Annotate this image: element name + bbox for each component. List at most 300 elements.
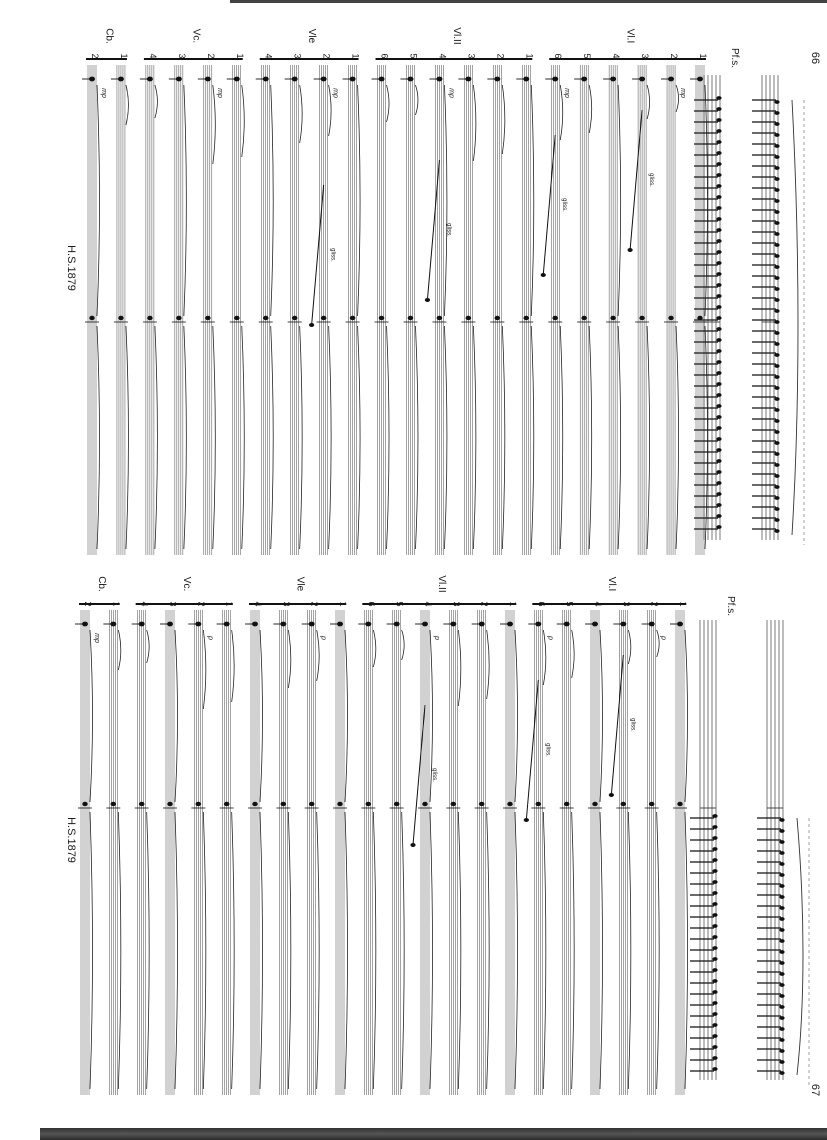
note-head: [779, 1060, 784, 1064]
note-head: [774, 463, 779, 467]
note-head: [774, 474, 779, 478]
note-head: [176, 316, 182, 320]
note-head: [779, 851, 784, 855]
tie: [458, 812, 461, 1089]
string-staff: [188, 610, 206, 1095]
gliss-mark: gliss.: [431, 768, 437, 782]
tie: [685, 630, 688, 802]
string-staff: [103, 610, 121, 1095]
dynamic-mark: mp: [215, 88, 223, 98]
tie: [676, 326, 679, 549]
note-head: [716, 415, 721, 419]
note-head: [697, 316, 703, 320]
note-head: [451, 802, 457, 806]
note-head: [649, 802, 655, 806]
note-head: [774, 287, 779, 291]
tie: [118, 812, 121, 1089]
note-head: [774, 342, 779, 346]
staff-number: 5: [408, 53, 419, 59]
staff-number: 3: [292, 53, 303, 59]
note-head: [774, 320, 779, 324]
dynamic-mark: mp: [563, 88, 571, 98]
tie: [515, 630, 518, 802]
tie: [430, 812, 433, 1089]
tie: [97, 85, 100, 316]
note-head: [263, 316, 269, 320]
note-head: [712, 1034, 717, 1038]
string-staff: [358, 610, 376, 1095]
tie: [415, 326, 418, 549]
staff-number: 1: [338, 601, 348, 607]
note-head: [716, 129, 721, 133]
note-head: [774, 375, 779, 379]
staff-number: 2: [309, 601, 320, 607]
note-head: [627, 248, 632, 252]
note-head: [466, 316, 472, 320]
string-staff: [585, 610, 603, 1095]
string-staff: [415, 610, 433, 1095]
string-staff: [273, 610, 291, 1095]
note-head: [234, 316, 240, 320]
string-staff: [545, 65, 563, 555]
note-head: [716, 393, 721, 397]
note-head: [774, 177, 779, 181]
tie: [242, 326, 245, 549]
note-head: [337, 802, 343, 806]
staff-number: 4: [423, 601, 433, 607]
gliss-mark: gliss.: [544, 743, 551, 757]
tie: [155, 326, 158, 549]
string-staff: [372, 65, 390, 555]
note-head: [716, 305, 721, 309]
note-head: [779, 950, 784, 954]
tie: [657, 812, 660, 1089]
group-label: Vl.I: [624, 28, 636, 44]
tie: [329, 85, 332, 136]
note-head: [716, 316, 721, 320]
note-head: [774, 111, 779, 115]
tie: [155, 85, 158, 118]
note-head: [716, 206, 721, 210]
tie: [705, 326, 708, 549]
staff-number: 3: [281, 601, 292, 607]
gliss-mark: gliss.: [561, 198, 568, 212]
note-head: [712, 924, 717, 928]
tie: [402, 630, 405, 660]
note-head: [716, 118, 721, 122]
note-head: [716, 217, 721, 221]
note-head: [716, 250, 721, 254]
note-head: [309, 323, 314, 327]
tie: [543, 630, 546, 685]
note-head: [716, 173, 721, 177]
string-staff: [111, 65, 129, 555]
note-head: [309, 802, 315, 806]
tie: [90, 812, 93, 1089]
catalog-number: H.S.1879: [65, 817, 77, 863]
note-head: [774, 364, 779, 368]
string-staff: [245, 610, 263, 1095]
note-head: [774, 265, 779, 269]
tie: [358, 326, 361, 549]
note-head: [779, 1049, 784, 1053]
note-head: [779, 895, 784, 899]
dynamic-mark: p: [546, 636, 554, 640]
note-head: [379, 316, 385, 320]
tie: [600, 812, 603, 1089]
note-head: [712, 902, 717, 906]
note-head: [779, 961, 784, 965]
note-head: [774, 353, 779, 357]
note-head: [779, 917, 784, 921]
note-head: [774, 155, 779, 159]
note-head: [712, 1045, 717, 1049]
tie: [487, 630, 490, 699]
dynamic-mark: p: [433, 636, 440, 640]
note-head: [712, 825, 717, 829]
slur: [792, 100, 798, 535]
note-head: [410, 843, 415, 847]
staff-number: 1: [698, 53, 708, 59]
staff-number: 4: [593, 601, 603, 607]
staff-number: 5: [564, 601, 575, 607]
string-staff: [613, 610, 631, 1095]
note-head: [712, 836, 717, 840]
string-staff: [217, 610, 235, 1095]
note-head: [536, 802, 542, 806]
string-staff: [343, 65, 361, 555]
staff-number: 4: [147, 53, 158, 59]
string-staff: [387, 610, 405, 1095]
note-head: [774, 386, 779, 390]
note-head: [716, 448, 721, 452]
dynamic-mark: mp: [679, 88, 687, 98]
staff-number: 5: [394, 601, 405, 607]
note-head: [716, 382, 721, 386]
note-head: [716, 481, 721, 485]
tie: [373, 812, 376, 1089]
note-head: [779, 994, 784, 998]
scan-bottom-edge: [40, 1128, 827, 1140]
string-staff: [670, 610, 688, 1095]
note-head: [712, 880, 717, 884]
tie: [444, 85, 447, 316]
note-head: [716, 404, 721, 408]
staff-number: 1: [678, 601, 688, 607]
note-head: [716, 272, 721, 276]
note-head: [774, 254, 779, 258]
note-head: [716, 239, 721, 243]
note-head: [712, 1056, 717, 1060]
staff-number: 4: [139, 601, 150, 607]
staff-number: 4: [263, 53, 274, 59]
note-head: [408, 316, 414, 320]
note-head: [716, 261, 721, 265]
note-head: [196, 802, 202, 806]
dynamic-mark: p: [319, 636, 327, 640]
note-head: [712, 847, 717, 851]
gliss-mark: gliss.: [648, 173, 655, 187]
note-head: [524, 818, 529, 822]
note-head: [716, 371, 721, 375]
note-head: [564, 802, 570, 806]
note-head: [712, 1001, 717, 1005]
staff-number: 3: [168, 601, 178, 607]
tie: [317, 812, 320, 1089]
note-head: [774, 188, 779, 192]
string-staff: [500, 610, 518, 1095]
note-head: [716, 514, 721, 518]
staff-number: 1: [224, 601, 235, 607]
staff-number: 2: [669, 53, 680, 59]
staff-number: 1: [111, 601, 122, 607]
string-staff: [528, 610, 546, 1095]
note-head: [716, 283, 721, 287]
tie: [543, 812, 546, 1089]
dynamic-mark: mp: [331, 88, 339, 98]
note-head: [609, 793, 614, 797]
note-head: [774, 496, 779, 500]
string-staff: [256, 65, 274, 555]
staff-number: 3: [176, 53, 187, 59]
note-head: [437, 316, 443, 320]
note-head: [774, 507, 779, 511]
string-staff: [227, 65, 245, 555]
group-label: Vc.: [181, 576, 193, 592]
note-head: [779, 1071, 784, 1075]
tie: [203, 812, 206, 1089]
tie: [628, 812, 631, 1089]
string-staff: [690, 65, 708, 555]
staff-number: 2: [649, 601, 660, 607]
string-staff: [160, 610, 178, 1095]
tie: [589, 326, 592, 549]
note-head: [716, 96, 721, 100]
dynamic-mark: p: [206, 636, 214, 640]
note-head: [205, 316, 211, 320]
note-head: [639, 316, 645, 320]
tie: [90, 630, 93, 802]
gliss-mark: gliss.: [445, 223, 452, 237]
group-label: Vc.: [190, 28, 202, 44]
note-head: [779, 983, 784, 987]
note-head: [716, 470, 721, 474]
string-staff: [140, 65, 158, 555]
page-number: 66: [809, 51, 821, 65]
tie: [213, 326, 216, 549]
tie: [560, 326, 563, 549]
note-head: [479, 802, 485, 806]
tie: [317, 630, 320, 681]
note-head: [774, 298, 779, 302]
string-staff: [472, 610, 490, 1095]
note-head: [712, 858, 717, 862]
group-label: Cb.: [96, 576, 108, 592]
note-head: [774, 144, 779, 148]
tie: [458, 630, 461, 706]
tie: [203, 630, 206, 709]
string-staff: [632, 65, 650, 555]
note-head: [716, 140, 721, 144]
tie: [213, 85, 216, 164]
tie: [618, 85, 621, 316]
note-head: [774, 331, 779, 335]
tie: [329, 326, 332, 549]
tie: [531, 326, 534, 549]
page-number: 67: [809, 1083, 821, 1097]
note-head: [716, 107, 721, 111]
staff-number: 2: [321, 53, 332, 59]
note-head: [139, 802, 145, 806]
note-head: [774, 221, 779, 225]
note-head: [774, 133, 779, 137]
note-head: [712, 869, 717, 873]
note-head: [321, 316, 327, 320]
tie: [300, 326, 303, 549]
group-label: Vle: [306, 28, 318, 44]
tie: [288, 630, 291, 688]
staff-number: 6: [536, 601, 547, 607]
tie: [242, 85, 245, 157]
note-head: [716, 195, 721, 199]
note-head: [252, 802, 258, 806]
tie: [345, 630, 348, 802]
note-head: [668, 316, 674, 320]
note-head: [774, 309, 779, 313]
tie: [600, 630, 603, 802]
group-label-pfs: Pf.s.: [725, 595, 736, 617]
note-head: [779, 1016, 784, 1020]
note-head: [712, 1012, 717, 1016]
note-head: [779, 840, 784, 844]
group-label-pfs: Pf.s.: [729, 47, 740, 69]
tie: [260, 812, 263, 1089]
note-head: [779, 1005, 784, 1009]
tie: [473, 85, 476, 161]
note-head: [581, 316, 587, 320]
staff-number: 3: [466, 53, 477, 59]
note-head: [779, 829, 784, 833]
note-head: [712, 1067, 717, 1071]
note-head: [774, 210, 779, 214]
tie: [657, 630, 660, 657]
note-head: [111, 802, 117, 806]
string-staff: [132, 610, 150, 1095]
group-label: Vl.I: [606, 576, 618, 592]
group-label: Vl.II: [450, 27, 462, 45]
note-head: [541, 273, 546, 277]
note-head: [592, 802, 598, 806]
group-label: Vle: [294, 576, 306, 592]
note-head: [716, 426, 721, 430]
note-head: [774, 100, 779, 104]
tie: [618, 326, 621, 549]
note-head: [716, 525, 721, 529]
string-staff: [330, 610, 348, 1095]
tie: [147, 630, 150, 663]
note-head: [82, 802, 88, 806]
string-staff: [557, 610, 575, 1095]
note-head: [779, 928, 784, 932]
dynamic-mark: mp: [93, 633, 100, 643]
tie: [147, 812, 150, 1089]
note-head: [779, 884, 784, 888]
tie: [572, 630, 575, 678]
note-head: [167, 802, 173, 806]
tie: [415, 85, 418, 115]
note-head: [610, 316, 616, 320]
note-head: [712, 1023, 717, 1027]
note-head: [774, 122, 779, 126]
note-head: [716, 151, 721, 155]
note-head: [425, 298, 430, 302]
staff-number: 1: [234, 53, 245, 59]
tie: [126, 326, 129, 549]
tie: [502, 85, 505, 154]
string-staff: [487, 65, 505, 555]
note-head: [712, 968, 717, 972]
string-staff: [198, 65, 216, 555]
tie: [402, 812, 405, 1089]
note-head: [774, 485, 779, 489]
string-staff: [169, 65, 187, 555]
staff-number: 2: [90, 53, 100, 59]
tie: [473, 326, 476, 549]
note-head: [712, 891, 717, 895]
staff-number: 2: [205, 53, 216, 59]
dynamic-mark: mp: [100, 88, 107, 98]
tie: [232, 630, 235, 702]
tie: [387, 85, 390, 122]
string-staff: [302, 610, 320, 1095]
note-head: [774, 518, 779, 522]
staff-number: 2: [479, 601, 490, 607]
string-staff: [603, 65, 621, 555]
string-staff: [574, 65, 592, 555]
note-head: [224, 802, 230, 806]
note-head: [774, 430, 779, 434]
note-head: [621, 802, 627, 806]
tie: [118, 630, 121, 670]
note-head: [712, 957, 717, 961]
note-head: [89, 316, 95, 320]
catalog-number: H.S.1879: [65, 245, 77, 291]
note-head: [774, 166, 779, 170]
tie: [444, 326, 447, 549]
staff-number: 2: [495, 53, 506, 59]
note-head: [716, 349, 721, 353]
staff-number: 6: [379, 53, 390, 59]
tie: [705, 85, 708, 316]
note-head: [716, 338, 721, 342]
staff-number: 3: [621, 601, 632, 607]
tie: [560, 85, 563, 140]
tie: [358, 85, 361, 316]
dynamic-mark: mp: [447, 88, 455, 98]
string-staff: [661, 65, 679, 555]
slur: [797, 818, 803, 1075]
tie: [300, 85, 303, 143]
note-head: [716, 327, 721, 331]
tie: [487, 812, 490, 1089]
staff-number: 6: [553, 53, 564, 59]
note-head: [774, 276, 779, 280]
note-head: [712, 946, 717, 950]
tie: [271, 85, 274, 316]
note-head: [281, 802, 287, 806]
tie: [589, 85, 592, 133]
staff-number: 1: [508, 601, 518, 607]
